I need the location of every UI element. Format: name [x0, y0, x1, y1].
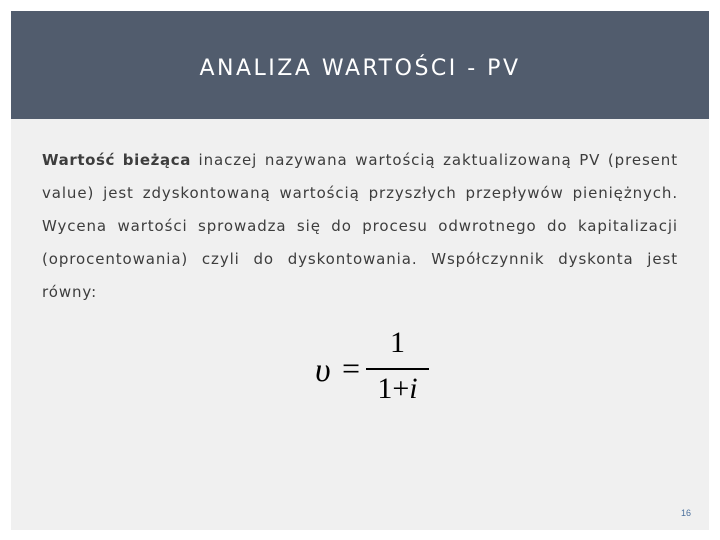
formula-equals: = — [342, 350, 361, 386]
slide — [11, 11, 709, 530]
formula-numerator: 1 — [390, 326, 405, 359]
slide-title: ANALIZA WARTOŚCI - PV — [199, 56, 521, 81]
title-bar — [11, 11, 709, 119]
denominator-variable: i — [409, 372, 418, 405]
denominator-prefix: 1+ — [377, 372, 410, 405]
discount-factor-formula — [311, 326, 441, 416]
paragraph-text: inaczej nazywana wartością zaktualizowaną PV (present value) jest zdyskontowaną wartością przyszłych przepływów pieniężnych. Wycena wartości sprowadza się do procesu odwrotnego do kapitalizacji (oprocentowania) czyli do dyskontowania. Współczynnik dyskonta jest równy: — [42, 151, 678, 301]
page-number: 16 — [680, 508, 691, 518]
bold-term: Wartość bieżąca — [42, 151, 191, 169]
formula-denominator — [366, 372, 429, 406]
fraction-bar — [366, 368, 429, 370]
body-paragraph — [42, 144, 678, 309]
formula-lhs: υ — [315, 352, 331, 389]
